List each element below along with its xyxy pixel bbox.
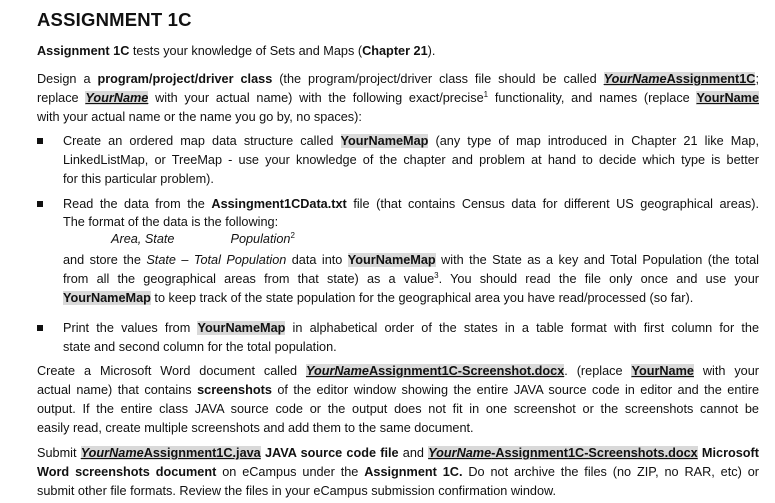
bullet-icon: [37, 138, 43, 144]
design-text: replace: [37, 91, 86, 105]
data-filename: Assingment1CData.txt: [211, 197, 347, 211]
submit-paragraph: [37, 444, 759, 501]
bullet-text-part: LinkedListMap, or TreeMap - use your knowledge of the chapter and problem at hand to decide which type is better: [63, 153, 759, 167]
yourname-map-term: YourNameMap: [347, 253, 436, 267]
word-yourname: YourName: [631, 364, 694, 378]
yourname-map-term: YourNameMap: [340, 134, 429, 148]
docx-label: Word screenshots document: [37, 465, 217, 479]
docx-label: Microsoft: [697, 446, 760, 460]
intro-chapter: Chapter 21: [362, 44, 428, 58]
java-file-label: JAVA source code file: [260, 446, 399, 460]
submit-yourname: YourName: [80, 446, 144, 460]
intro-assignment-name: Assignment 1C: [37, 44, 130, 58]
word-doc-paragraph: [37, 362, 759, 438]
assignment-ref: Assignment 1C.: [364, 465, 463, 479]
word-text: . (replace: [564, 364, 632, 378]
yourname-map-term: YourNameMap: [197, 321, 286, 335]
page-title: ASSIGNMENT 1C: [37, 9, 192, 30]
bullet-text-part: (any type of map introduced in Chapter 21 like Map,: [428, 134, 759, 148]
submit-text: and: [398, 446, 429, 460]
yourname-map-term: YourNameMap: [63, 291, 151, 305]
docx-filename: -Assignment1C-Screenshots.docx: [491, 446, 698, 460]
bullet-text-part: for this particular problem).: [63, 172, 214, 186]
bullet-text-part: state and second column for the total population.: [63, 340, 337, 354]
bullet-icon: [37, 201, 43, 207]
word-filename: Assignment1C-Screenshot.docx: [368, 364, 565, 378]
bullet-text-part: . You should read the file only once and use your: [438, 272, 760, 286]
bullet-text-part: The format of the data is the following:: [63, 215, 279, 229]
design-text: functionality, and names (replace: [488, 91, 697, 105]
bullet-text-part: in alphabetical order of the states in a table format with first column for the: [285, 321, 760, 335]
design-text: with your actual name or the name you go by, no spaces):: [37, 110, 362, 124]
intro-text-end: ).: [427, 44, 436, 58]
footnote-ref-2: 2: [290, 230, 295, 240]
word-yourname: YourName: [305, 364, 369, 378]
intro-text: tests your knowledge of Sets and Maps (: [129, 44, 363, 58]
design-text: (the program/project/driver class file should be called: [272, 72, 604, 86]
design-text: ;: [755, 72, 759, 86]
design-yourname: YourName: [85, 91, 149, 105]
word-text: actual name) that contains: [37, 383, 198, 397]
submit-text: Do not archive the files (no ZIP, no RAR, etc) or: [462, 465, 759, 479]
design-text: with your actual name) with the following exact/precise: [148, 91, 484, 105]
bullet-text-part: Create an ordered map data structure called: [63, 134, 341, 148]
design-text: Design a: [37, 72, 98, 86]
word-text: of the editor window showing the entire JAVA source code in editor and the entire: [271, 383, 759, 397]
bullet-icon: [37, 325, 43, 331]
bullet-text-part: and store the: [63, 253, 147, 267]
submit-yourname: YourName: [428, 446, 492, 460]
word-text: with your: [693, 364, 759, 378]
data-format-row: [63, 231, 759, 248]
design-yourname: YourName: [696, 91, 759, 105]
submit-text: Submit: [37, 446, 81, 460]
submit-text: on eCampus under the: [216, 465, 365, 479]
bullet-text-part: from all the geographical areas from that state) as a value: [63, 272, 435, 286]
screenshots-term: screenshots: [197, 383, 272, 397]
word-text: Create a Microsoft Word document called: [37, 364, 306, 378]
bullet-text: [63, 132, 759, 189]
bullet-text: [63, 195, 759, 308]
footnote-ref-3: 3: [434, 270, 439, 280]
bullet-text-part: with the State as a key and Total Population (the total: [435, 253, 759, 267]
format-population: Population: [230, 232, 291, 246]
bullet-text-part: data into: [286, 253, 348, 267]
bullet-text-part: Read the data from the: [63, 197, 212, 211]
intro-paragraph: [37, 42, 759, 61]
word-text: easily read, create multiple screenshots and add them to the same document.: [37, 421, 474, 435]
bullet-text: [63, 319, 759, 357]
submit-text: submit other file formats. Review the files in your eCampus submission confirmation window.: [37, 484, 556, 498]
design-class-term: program/project/driver class: [97, 72, 273, 86]
bullet-text-part: to keep track of the state population for the geographical area you have read/processed (so far).: [150, 291, 694, 305]
java-filename: Assignment1C.java: [143, 446, 261, 460]
footnote-ref-1: 1: [483, 89, 489, 99]
format-area-state: Area, State: [111, 232, 175, 246]
design-filename: Assignment1C: [666, 72, 756, 86]
design-yourname: YourName: [603, 72, 667, 86]
bullet-text-part: file (that contains Census data for different US geographical areas).: [346, 197, 759, 211]
word-text: output. If the entire class JAVA source code or the output does not fit in one screenshot or the screenshots cannot be: [37, 402, 759, 416]
bullet-text-part: Print the values from: [63, 321, 198, 335]
state-population-term: State – Total Population: [146, 253, 287, 267]
design-paragraph: [37, 70, 759, 127]
